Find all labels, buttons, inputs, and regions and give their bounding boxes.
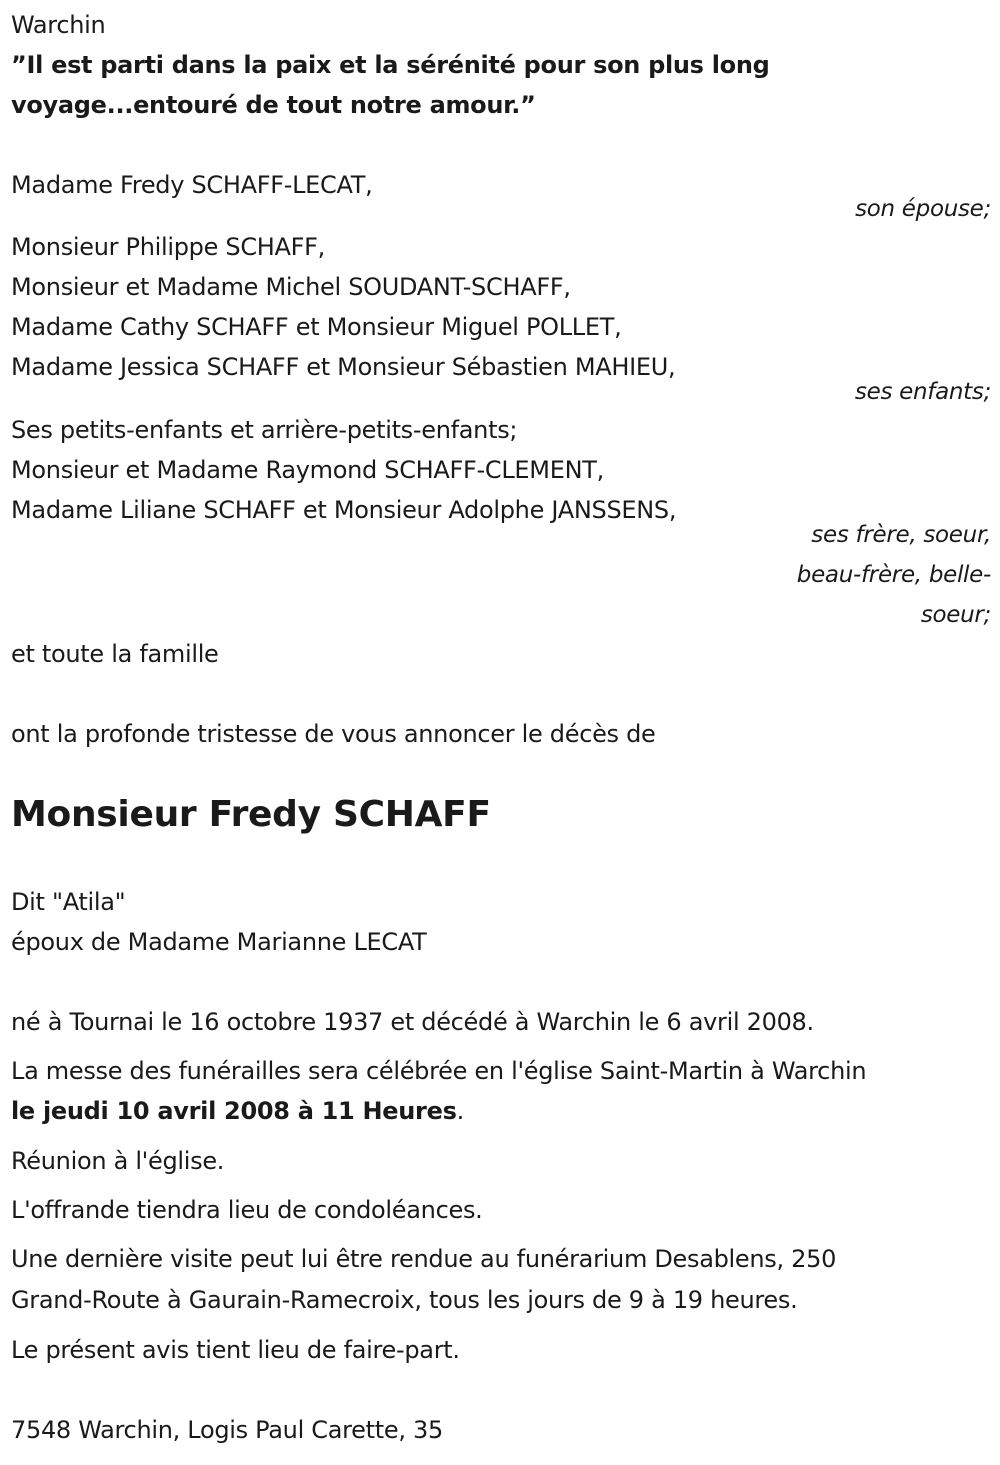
child-1: Monsieur Philippe SCHAFF, <box>11 233 325 261</box>
deceased-nickname: Dit "Atila" <box>11 888 126 916</box>
sibling-2: Madame Liliane SCHAFF et Monsieur Adolphe JANSSENS, <box>11 496 677 524</box>
siblings-role-line-2: beau-frère, belle- <box>796 562 991 588</box>
mass-line-1: La messe des funérailles sera célébrée en l'église Saint-Martin à Warchin <box>11 1057 867 1085</box>
child-3: Madame Cathy SCHAFF et Monsieur Miguel POLLET, <box>11 313 622 341</box>
meeting: Réunion à l'église. <box>11 1147 225 1175</box>
all-family: et toute la famille <box>11 640 219 668</box>
siblings-role-line-1: ses frère, soeur, <box>811 522 991 548</box>
town-heading: Warchin <box>11 11 106 39</box>
address: 7548 Warchin, Logis Paul Carette, 35 <box>11 1416 443 1444</box>
spouse-name: Madame Fredy SCHAFF-LECAT, <box>11 171 373 199</box>
announcement: ont la profonde tristesse de vous annoncer le décès de <box>11 720 656 748</box>
quote-line-1: ”Il est parti dans la paix et la sérénité pour son plus long <box>11 51 770 79</box>
quote-line-2: voyage...entouré de tout notre amour.” <box>11 91 536 119</box>
visit-line-2: Grand-Route à Gaurain-Ramecroix, tous les jours de 9 à 19 heures. <box>11 1286 798 1314</box>
birth-death: né à Tournai le 16 octobre 1937 et décédé à Warchin le 6 avril 2008. <box>11 1008 814 1036</box>
grandchildren: Ses petits-enfants et arrière-petits-enfants; <box>11 416 518 444</box>
spouse-role: son épouse; <box>855 196 991 222</box>
siblings-role-line-3: soeur; <box>920 602 991 628</box>
deceased-spouse: époux de Madame Marianne LECAT <box>11 928 427 956</box>
offering: L'offrande tiendra lieu de condoléances. <box>11 1196 483 1224</box>
mass-period: . <box>456 1097 464 1125</box>
mass-date: le jeudi 10 avril 2008 à 11 Heures <box>11 1097 457 1125</box>
mass-line-2 <box>11 1091 464 1131</box>
child-4: Madame Jessica SCHAFF et Monsieur Sébastien MAHIEU, <box>11 353 676 381</box>
visit-line-1: Une dernière visite peut lui être rendue au funérarium Desablens, 250 <box>11 1245 837 1273</box>
children-role: ses enfants; <box>854 379 991 405</box>
sibling-1: Monsieur et Madame Raymond SCHAFF-CLEMENT, <box>11 456 604 484</box>
deceased-name: Monsieur Fredy SCHAFF <box>11 794 491 835</box>
notice: Le présent avis tient lieu de faire-part. <box>11 1336 460 1364</box>
child-2: Monsieur et Madame Michel SOUDANT-SCHAFF, <box>11 273 571 301</box>
